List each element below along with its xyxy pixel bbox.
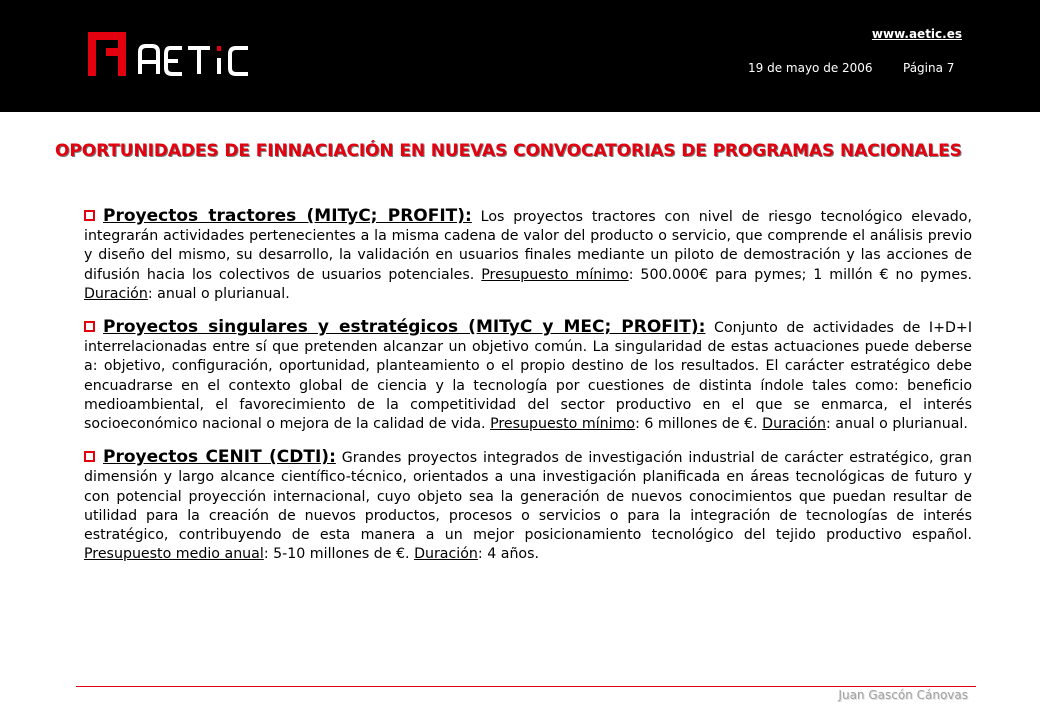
square-bullet-icon	[84, 321, 95, 332]
budget-label: Presupuesto mínimo	[481, 266, 629, 283]
list-item	[84, 318, 972, 434]
footer-divider	[76, 686, 976, 687]
list-item	[84, 207, 972, 304]
budget-label: Presupuesto medio anual	[84, 546, 264, 563]
duration-value: : 4 años.	[477, 546, 540, 563]
square-bullet-icon	[84, 210, 95, 221]
page-number: Página 7	[903, 61, 955, 75]
slide-title: OPORTUNIDADES DE FINNACIACIÓN EN NUEVAS CONVOCATORIAS DE PROGRAMAS NACIONALES	[55, 141, 962, 161]
duration-label: Duración	[84, 285, 148, 302]
program-list	[84, 207, 972, 578]
budget-value: : 6 millones de €.	[635, 416, 763, 433]
duration-label: Duración	[414, 546, 478, 563]
item-text: Conjunto de actividades de I+D+I interrelacionadas entre sí que pretenden alcanzar un objetivo común. La singularidad de estas actuaciones puede deberse a: objetivo, configuración, oportunidad, planteamiento o el propio destino de los resultados. El carácter estratégico debe encuadrarse en el contexto global de ciencia y la tecnología por cuestiones de distinta índole tales como: beneficio medioambiental, el favorecimiento de la competitividad del sector productivo en el que se enmarca, el interés socioeconómico nacional o mejora de la calidad de vida.	[84, 320, 973, 433]
budget-label: Presupuesto mínimo	[490, 416, 636, 433]
item-text: Grandes proyectos integrados de investigación industrial de carácter estratégico, gran dimensión y largo alcance científico-técnico, orientados a una investigación planificada en áreas tecnológicas de futuro y con potencial proyección internacional, cuyo objeto sea la generación de nuevos conocimientos que puedan resultar de utilidad para la creación de nuevos productos, procesos o servicios o para la integración de tecnologías de interés estratégico, contribuyendo de esta manera a un mejor posicionamiento tecnológico del tejido productivo español.	[84, 450, 972, 544]
aetic-logo	[86, 30, 256, 82]
item-heading: Proyectos tractores (MITyC; PROFIT):	[103, 206, 472, 226]
item-text: Los proyectos tractores con nivel de riesgo tecnológico elevado, integrarán actividades pertenecientes a la misma cadena de valor del producto o servicio, que comprende el análisis previo y diseño del mismo, su desarrollo, la validación en usuarios finales mediante un piloto de demostración y las acciones de difusión hacia los colectivos de usuarios potenciales.	[84, 209, 972, 283]
item-heading: Proyectos singulares y estratégicos (MITyC y MEC; PROFIT):	[103, 317, 706, 338]
duration-label: Duración	[762, 416, 827, 433]
duration-value: : anual o plurianual.	[147, 285, 290, 302]
budget-value: : 500.000€ para pymes; 1 millón € no pymes.	[628, 266, 972, 283]
website-link[interactable]: www.aetic.es	[871, 27, 962, 41]
duration-value: : anual o plurianual.	[826, 416, 968, 433]
aetic-logo-graphic	[86, 30, 256, 78]
item-heading: Proyectos CENIT (CDTI):	[103, 447, 336, 468]
author-name: Juan Gascón Cánovas	[838, 688, 968, 702]
budget-value: : 5-10 millones de €.	[263, 546, 415, 563]
header-bar	[0, 0, 1040, 112]
list-item	[84, 448, 972, 564]
presentation-date: 19 de mayo de 2006	[748, 61, 873, 75]
square-bullet-icon	[84, 451, 95, 462]
